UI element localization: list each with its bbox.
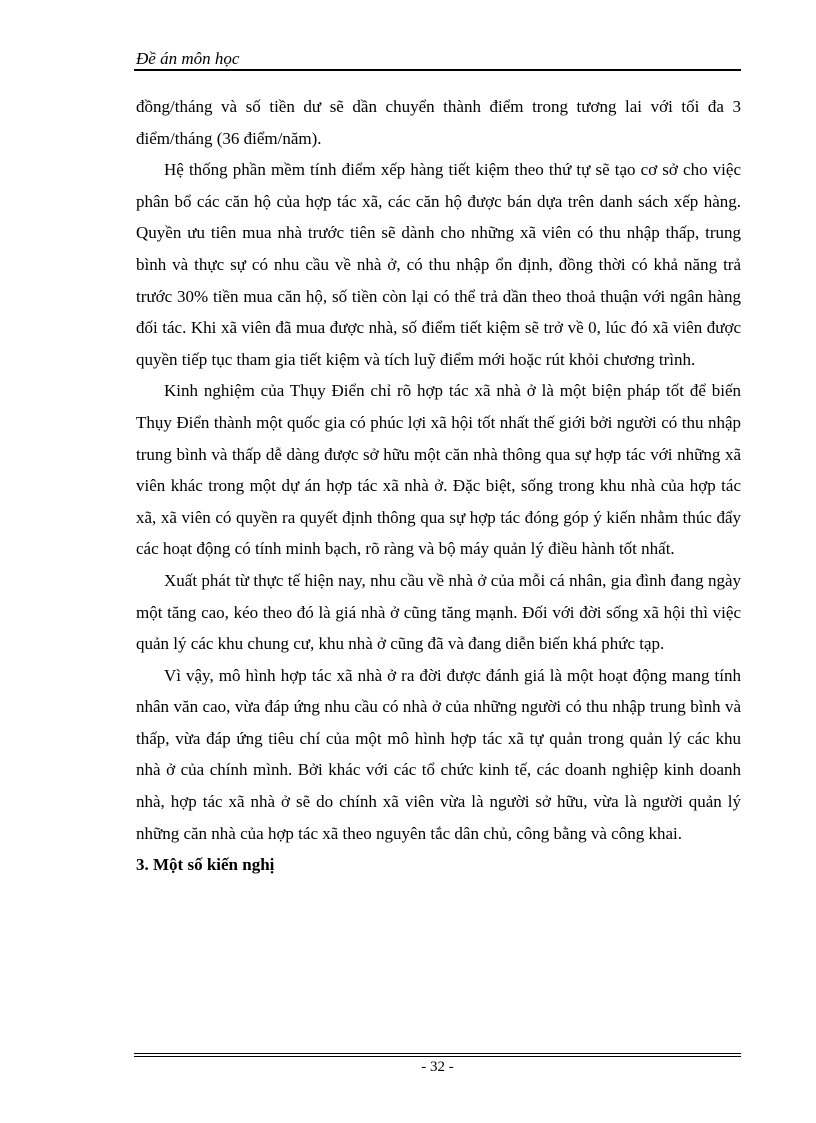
paragraph: Kinh nghiệm của Thụy Điển chỉ rõ hợp tác xã nhà ở là một biện pháp tốt để biến Thụy Điển thành một quốc gia có phúc lợi xã hội tốt nhất thế giới bởi người có thu nhập trung bình và thấp dễ dàng được sở hữu một căn nhà thông qua sự hợp tác với những xã viên khác trong một dự án hợp tác xã nhà ở. Đặc biệt, sống trong khu nhà của hợp tác xã, xã viên có quyền ra quyết định thông qua sự hợp tác đóng góp ý kiến nhằm thúc đẩy các hoạt động có tính minh bạch, rõ ràng và bộ máy quản lý điều hành tốt nhất. <box>136 381 741 559</box>
paragraph: Xuất phát từ thực tế hiện nay, nhu cầu về nhà ở của mỗi cá nhân, gia đình đang ngày một tăng cao, kéo theo đó là giá nhà ở cũng tăng mạnh. Đối với đời sống xã hội thì việc quản lý các khu chung cư, khu nhà ở cũng đã và đang diễn biến khá phức tạp. <box>136 570 741 654</box>
running-header-title: Đề án môn học <box>136 49 240 68</box>
footer-rule-top <box>134 1053 741 1054</box>
paragraph-continuation: đồng/tháng và số tiền dư sẽ dần chuyển thành điểm trong tương lai với tối đa 3 điểm/tháng (36 điểm/năm). <box>136 97 741 148</box>
body-text <box>136 91 741 881</box>
paragraph: Hệ thống phần mềm tính điểm xếp hàng tiết kiệm theo thứ tự sẽ tạo cơ sở cho việc phân bổ các căn hộ của hợp tác xã, các căn hộ được bán dựa trên danh sách xếp hàng. Quyền ưu tiên mua nhà trước tiên sẽ dành cho những xã viên có thu nhập thấp, trung bình và thực sự có nhu cầu về nhà ở, có thu nhập ổn định, đồng thời có khả năng trả trước 30% tiền mua căn hộ, số tiền còn lại có thể trả dần theo thoả thuận với ngân hàng đối tác. Khi xã viên đã mua được nhà, số điểm tiết kiệm sẽ trở về 0, lúc đó xã viên được quyền tiếp tục tham gia tiết kiệm và tích luỹ điểm mới hoặc rút khỏi chương trình. <box>136 160 741 369</box>
section-heading: 3. Một số kiến nghị <box>136 855 275 875</box>
page-number: - 32 - <box>421 1059 454 1075</box>
header-rule <box>134 69 741 71</box>
paragraph: Vì vậy, mô hình hợp tác xã nhà ở ra đời được đánh giá là một hoạt động mang tính nhân văn cao, vừa đáp ứng nhu cầu có nhà ở của những người có thu nhập trung bình và thấp, vừa đáp ứng tiêu chí của một mô hình hợp tác xã tự quản trong quản lý các khu nhà ở của chính mình. Bởi khác với các tổ chức kinh tế, các doanh nghiệp kinh doanh nhà, hợp tác xã nhà ở sẽ do chính xã viên vừa là người sở hữu, vừa là người quản lý những căn nhà của hợp tác xã theo nguyên tắc dân chủ, công bằng và công khai. <box>136 665 741 843</box>
